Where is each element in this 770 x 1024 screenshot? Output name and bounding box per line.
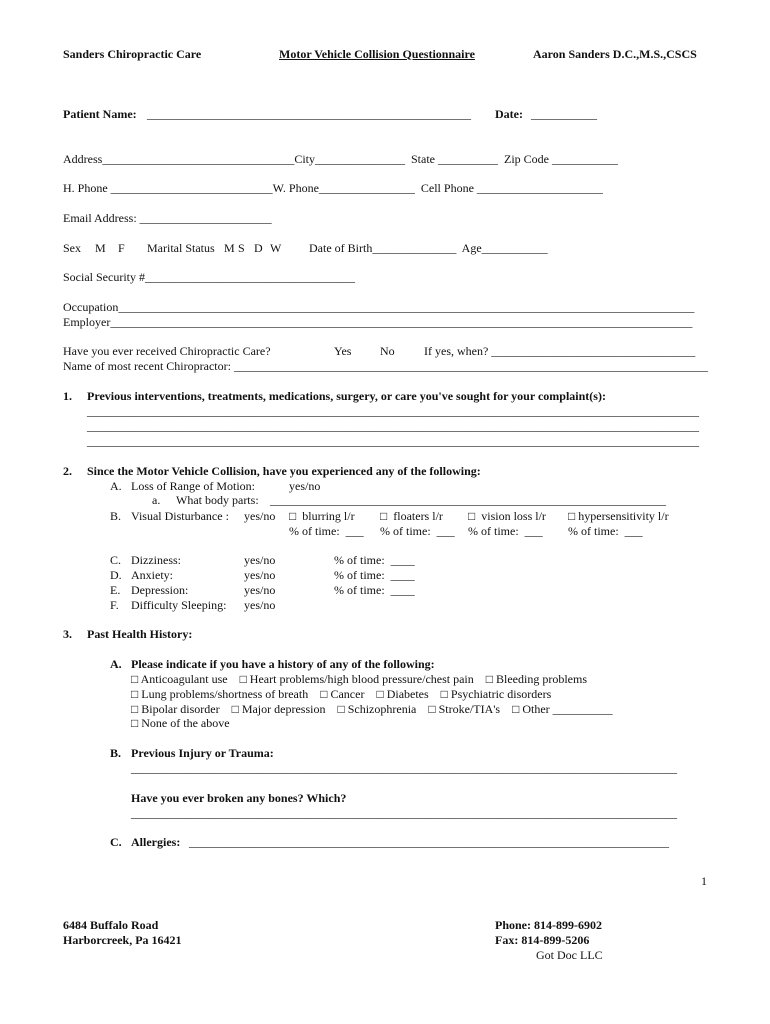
chiro-care-question: Have you ever received Chiropractic Care?	[63, 344, 271, 358]
q3-number: 3.	[63, 627, 72, 641]
q3-c-title: Allergies:	[131, 835, 181, 849]
q3-a-options-row[interactable]: □ Bipolar disorder □ Major depression □ Schizophrenia □ Stroke/TIA's □ Other __________	[131, 702, 613, 716]
q2-a-body-parts-field[interactable]: __________________________________________________________________	[270, 493, 666, 507]
q3-a-letter: A.	[110, 657, 122, 671]
doctor-name: Aaron Sanders D.C.,M.S.,CSCS	[533, 47, 697, 61]
broken-bones-question: Have you ever broken any bones? Which?	[131, 791, 347, 805]
q2-b-percent-time[interactable]: % of time: ___	[380, 524, 455, 538]
q2-f-yesno[interactable]: yes/no	[244, 598, 276, 612]
q2-e-percent-time[interactable]: % of time: ____	[334, 583, 415, 597]
q2-a-body-parts-label: What body parts:	[176, 493, 259, 507]
email-line[interactable]: Email Address: ______________________	[63, 211, 272, 225]
page-number: 1	[701, 874, 707, 888]
q3-a-none-checkbox[interactable]: □ None of the above	[131, 716, 230, 730]
q2-b-floaters-checkbox[interactable]: □ floaters l/r	[380, 509, 443, 523]
q2-e-yesno[interactable]: yes/no	[244, 583, 276, 597]
q2-e-letter: E.	[110, 583, 121, 597]
q2-c-yesno[interactable]: yes/no	[244, 553, 276, 567]
marital-option-s[interactable]: S	[238, 241, 245, 255]
patient-name-label: Patient Name:	[63, 107, 137, 121]
address-line[interactable]: Address________________________________City_______________ State __________ Zip Code ___________	[63, 152, 618, 166]
sex-label: Sex	[63, 241, 81, 255]
q2-d-percent-time[interactable]: % of time: ____	[334, 568, 415, 582]
q2-f-label: Difficulty Sleeping:	[131, 598, 227, 612]
q2-b-yesno[interactable]: yes/no	[244, 509, 276, 523]
q3-title: Past Health History:	[87, 627, 193, 641]
q3-a-options-row[interactable]: □ Anticoagulant use □ Heart problems/high blood pressure/chest pain □ Bleeding problems	[131, 672, 587, 686]
q3-a-options-row[interactable]: □ Lung problems/shortness of breath □ Cancer □ Diabetes □ Psychiatric disorders	[131, 687, 552, 701]
q3-c-letter: C.	[110, 835, 122, 849]
sex-option-m[interactable]: M	[95, 241, 106, 255]
q1-answer-line[interactable]: ______________________________________________________________________________________________________	[87, 404, 699, 418]
q2-b-letter: B.	[110, 509, 122, 523]
q2-question: Since the Motor Vehicle Collision, have you experienced any of the following:	[87, 464, 481, 478]
occupation-line[interactable]: Occupation________________________________________________________________________________________________	[63, 300, 695, 314]
footer-address-line2: Harborcreek, Pa 16421	[63, 933, 182, 947]
phone-line[interactable]: H. Phone ___________________________W. Phone________________ Cell Phone _____________________	[63, 181, 603, 195]
chiro-care-when[interactable]: If yes, when? __________________________________	[424, 344, 696, 358]
q3-b-letter: B.	[110, 746, 122, 760]
form-title: Motor Vehicle Collision Questionnaire	[279, 47, 475, 61]
chiro-care-no[interactable]: No	[380, 344, 395, 358]
q2-number: 2.	[63, 464, 72, 478]
q2-c-percent-time[interactable]: % of time: ____	[334, 553, 415, 567]
ssn-line[interactable]: Social Security #___________________________________	[63, 270, 355, 284]
q1-answer-line[interactable]: ______________________________________________________________________________________________________	[87, 419, 699, 433]
q2-d-yesno[interactable]: yes/no	[244, 568, 276, 582]
marital-option-d[interactable]: D	[254, 241, 263, 255]
q2-b-percent-time[interactable]: % of time: ___	[568, 524, 643, 538]
q2-a-label: Loss of Range of Motion:	[131, 479, 255, 493]
q2-b-percent-time[interactable]: % of time: ___	[289, 524, 364, 538]
q2-a-letter: A.	[110, 479, 122, 493]
q1-answer-line[interactable]: ______________________________________________________________________________________________________	[87, 434, 699, 448]
q2-b-vision-loss-checkbox[interactable]: □ vision loss l/r	[468, 509, 546, 523]
dob-age-line[interactable]: Date of Birth______________ Age___________	[309, 241, 548, 255]
q1-question: Previous interventions, treatments, medications, surgery, or care you've sought for your complaint(s):	[87, 389, 606, 403]
marital-option-m[interactable]: M	[224, 241, 235, 255]
allergies-field[interactable]: ________________________________________________________________________________	[189, 835, 669, 849]
q2-b-percent-time[interactable]: % of time: ___	[468, 524, 543, 538]
marital-option-w[interactable]: W	[270, 241, 282, 255]
q2-b-blurring-checkbox[interactable]: □ blurring l/r	[289, 509, 355, 523]
q2-e-label: Depression:	[131, 583, 189, 597]
footer-address-line1: 6484 Buffalo Road	[63, 918, 159, 932]
footer-fax: Fax: 814-899-5206	[495, 933, 590, 947]
q3-a-title: Please indicate if you have a history of any of the following:	[131, 657, 435, 671]
q1-number: 1.	[63, 389, 72, 403]
q2-d-label: Anxiety:	[131, 568, 173, 582]
q2-d-letter: D.	[110, 568, 122, 582]
q3-b-injury-field[interactable]: ___________________________________________________________________________________________	[131, 761, 677, 775]
q3-b-title: Previous Injury or Trauma:	[131, 746, 274, 760]
q2-a-yesno[interactable]: yes/no	[289, 479, 321, 493]
chiro-care-yes[interactable]: Yes	[334, 344, 352, 358]
date-field[interactable]: ___________	[531, 107, 597, 121]
footer-company: Got Doc LLC	[536, 948, 603, 962]
patient-name-field[interactable]: ______________________________________________________	[147, 107, 471, 121]
q2-b-label: Visual Disturbance :	[131, 509, 229, 523]
sex-option-f[interactable]: F	[118, 241, 125, 255]
q2-c-letter: C.	[110, 553, 122, 567]
q2-c-label: Dizziness:	[131, 553, 181, 567]
q2-a-sub-letter: a.	[152, 493, 161, 507]
footer-phone: Phone: 814-899-6902	[495, 918, 602, 932]
broken-bones-field[interactable]: ___________________________________________________________________________________________	[131, 806, 677, 820]
date-label: Date:	[495, 107, 523, 121]
q2-b-hypersensitivity-checkbox[interactable]: □ hypersensitivity l/r	[568, 509, 669, 523]
employer-line[interactable]: Employer_________________________________________________________________________________________________	[63, 315, 693, 329]
practice-name: Sanders Chiropractic Care	[63, 47, 202, 61]
recent-chiropractor-line[interactable]: Name of most recent Chiropractor: _______________________________________________________________________________	[63, 359, 708, 373]
q2-f-letter: F.	[110, 598, 119, 612]
marital-status-label: Marital Status	[147, 241, 215, 255]
